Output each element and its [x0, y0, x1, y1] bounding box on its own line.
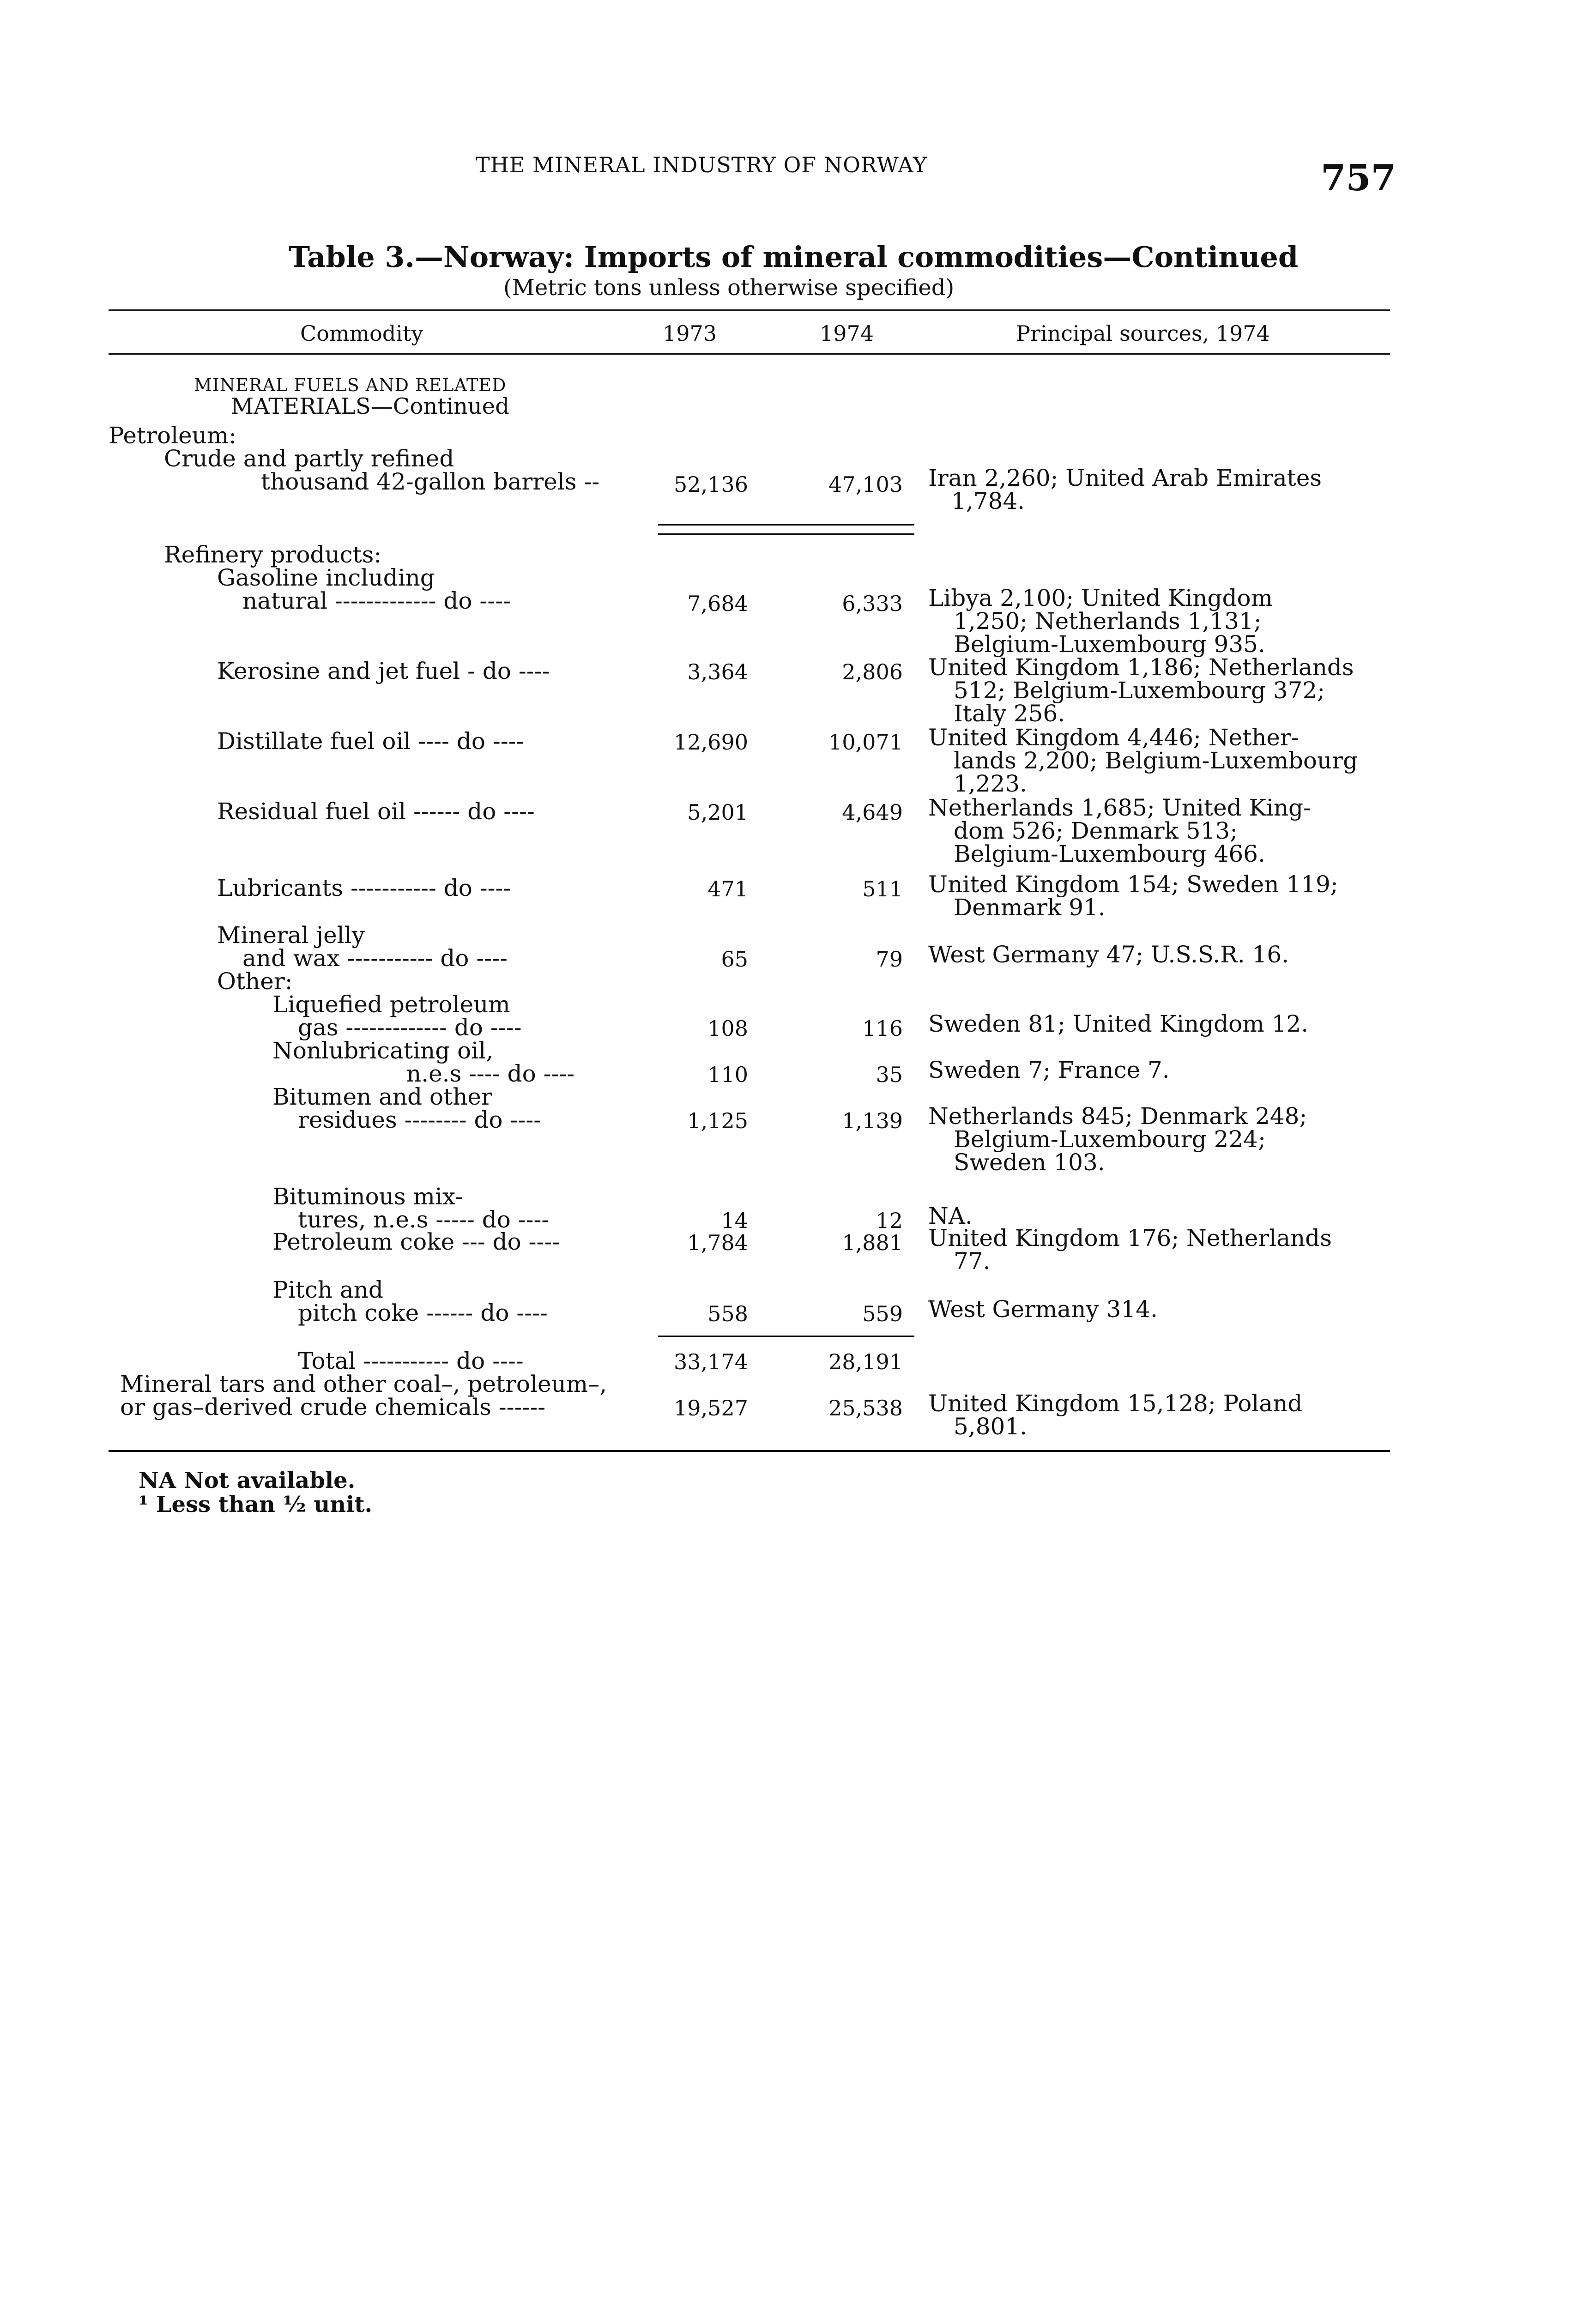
row-kerosine-1973: 3,364 — [687, 659, 748, 684]
row-pitch-1974: 559 — [862, 1301, 903, 1326]
row-mineral-jelly-label-2: and wax ----------- do ---- — [242, 945, 508, 972]
header-1973: 1973 — [663, 321, 717, 346]
row-distillate-source-2: lands 2,200; Belgium-Luxembourg — [954, 747, 1358, 774]
row-lpg-label-2: gas ------------- do ---- — [298, 1014, 522, 1041]
table-bottom-rule — [109, 1450, 1390, 1452]
row-bitumen-source-2: Belgium-Luxembourg 224; — [954, 1126, 1266, 1153]
row-bitumen-label-2: residues -------- do ---- — [298, 1106, 542, 1133]
row-nonlub-1974: 35 — [876, 1062, 903, 1087]
row-bitumen-source-3: Sweden 103. — [954, 1149, 1105, 1176]
row-residual-1973: 5,201 — [687, 800, 748, 825]
row-coke-source: United Kingdom 176; Netherlands — [928, 1225, 1332, 1251]
header-1974: 1974 — [820, 321, 874, 346]
row-coke-1973: 1,784 — [687, 1230, 748, 1255]
row-bituminous-label: Bituminous mix- — [272, 1183, 463, 1210]
row-mineral-jelly-label: Mineral jelly — [217, 922, 365, 949]
row-tars-label: Mineral tars and other coal–, petroleum–, — [120, 1371, 607, 1397]
row-lubricants-1973: 471 — [707, 876, 748, 901]
row-crude-label-2: thousand 42-gallon barrels -- — [261, 468, 600, 495]
table-title: Table 3.—Norway: Imports of mineral commodities—Continued — [289, 240, 1299, 274]
row-residual-source-3: Belgium-Luxembourg 466. — [954, 840, 1265, 867]
row-gasoline-label-2: natural ------------- do ---- — [242, 587, 511, 614]
refinery-products-label: Refinery products: — [164, 541, 382, 568]
row-gasoline-source-2: 1,250; Netherlands 1,131; — [954, 608, 1262, 635]
row-lubricants-source-2: Denmark 91. — [954, 894, 1106, 921]
row-bituminous-1973: 14 — [721, 1208, 748, 1233]
row-pitch-label-2: pitch coke ------ do ---- — [298, 1300, 548, 1326]
row-coke-source-2: 77. — [954, 1248, 991, 1275]
row-bitumen-1974: 1,139 — [842, 1108, 903, 1133]
row-total-label: Total ----------- do ---- — [298, 1348, 524, 1374]
row-distillate-1973: 12,690 — [674, 730, 748, 755]
row-residual-source: Netherlands 1,685; United King- — [928, 794, 1311, 821]
row-lubricants-label: Lubricants ----------- do ---- — [217, 875, 511, 901]
row-tars-source-2: 5,801. — [954, 1413, 1028, 1440]
double-rule-b — [658, 533, 914, 535]
row-kerosine-source: United Kingdom 1,186; Netherlands — [928, 654, 1354, 681]
row-lubricants-1974: 511 — [862, 876, 903, 901]
row-pitch-source: West Germany 314. — [928, 1296, 1158, 1323]
row-distillate-source: United Kingdom 4,446; Nether- — [928, 724, 1299, 751]
row-distillate-source-3: 1,223. — [954, 770, 1028, 797]
row-crude-1974: 47,103 — [828, 472, 903, 497]
row-lpg-source: Sweden 81; United Kingdom 12. — [928, 1010, 1309, 1037]
row-crude-source: Iran 2,260; United Arab Emirates — [928, 465, 1322, 491]
row-bituminous-source: NA. — [928, 1203, 973, 1229]
total-rule — [658, 1336, 914, 1337]
row-residual-label: Residual fuel oil ------ do ---- — [217, 798, 535, 825]
row-lpg-1973: 108 — [707, 1016, 748, 1041]
row-mineral-jelly-1974: 79 — [876, 947, 903, 972]
header-bottom-rule — [109, 353, 1390, 355]
row-lpg-1974: 116 — [862, 1016, 903, 1041]
row-distillate-1974: 10,071 — [828, 730, 903, 755]
header-commodity: Commodity — [300, 321, 423, 346]
row-tars-label-2: or gas–derived crude chemicals ------ — [120, 1394, 546, 1420]
row-crude-label: Crude and partly refined — [164, 445, 454, 472]
row-bitumen-source: Netherlands 845; Denmark 248; — [928, 1103, 1307, 1130]
row-pitch-label: Pitch and — [272, 1276, 383, 1303]
row-tars-source: United Kingdom 15,128; Poland — [928, 1390, 1303, 1417]
row-lpg-label: Liquefied petroleum — [272, 991, 510, 1018]
row-crude-1973: 52,136 — [674, 472, 748, 497]
row-residual-source-2: dom 526; Denmark 513; — [954, 817, 1238, 844]
row-kerosine-1974: 2,806 — [842, 659, 903, 684]
row-mineral-jelly-source: West Germany 47; U.S.S.R. 16. — [928, 941, 1289, 968]
row-coke-label: Petroleum coke --- do ---- — [272, 1228, 560, 1255]
row-gasoline-source-3: Belgium-Luxembourg 935. — [954, 631, 1265, 658]
row-distillate-label: Distillate fuel oil ---- do ---- — [217, 728, 524, 755]
running-head: THE MINERAL INDUSTRY OF NORWAY — [476, 152, 928, 177]
row-kerosine-label: Kerosine and jet fuel - do ---- — [217, 658, 550, 684]
petroleum-label: Petroleum: — [109, 422, 237, 449]
row-nonlub-label-2: n.e.s ---- do ---- — [406, 1060, 575, 1087]
row-residual-1974: 4,649 — [842, 800, 903, 825]
row-bituminous-label-2: tures, n.e.s ----- do ---- — [298, 1206, 550, 1233]
row-nonlub-label: Nonlubricating oil, — [272, 1037, 494, 1064]
row-tars-1974: 25,538 — [828, 1396, 903, 1420]
row-crude-source-2: 1,784. — [951, 488, 1025, 514]
row-gasoline-label: Gasoline including — [217, 564, 435, 591]
section-heading-continued: MATERIALS—Continued — [231, 393, 509, 419]
row-total-1974: 28,191 — [828, 1349, 903, 1374]
row-lubricants-source: United Kingdom 154; Sweden 119; — [928, 871, 1338, 898]
row-nonlub-1973: 110 — [707, 1062, 748, 1087]
section-heading: MINERAL FUELS AND RELATED — [194, 375, 507, 395]
table-subtitle: (Metric tons unless otherwise specified) — [503, 275, 955, 301]
row-gasoline-1974: 6,333 — [842, 591, 903, 616]
row-bitumen-1973: 1,125 — [687, 1108, 748, 1133]
row-kerosine-source-3: Italy 256. — [954, 700, 1065, 727]
row-pitch-1973: 558 — [707, 1301, 748, 1326]
double-rule-a — [658, 524, 914, 526]
table-top-rule — [109, 309, 1390, 311]
page-number: 757 — [1321, 157, 1396, 199]
row-gasoline-1973: 7,684 — [687, 591, 748, 616]
other-label: Other: — [217, 968, 293, 995]
row-kerosine-source-2: 512; Belgium-Luxembourg 372; — [954, 677, 1325, 704]
row-nonlub-source: Sweden 7; France 7. — [928, 1057, 1170, 1083]
row-gasoline-source: Libya 2,100; United Kingdom — [928, 585, 1273, 611]
row-mineral-jelly-1973: 65 — [721, 947, 748, 972]
row-bituminous-1974: 12 — [876, 1208, 903, 1233]
footnote-1: ¹ Less than ½ unit. — [139, 1492, 373, 1517]
header-sources: Principal sources, 1974 — [1016, 321, 1270, 346]
row-tars-1973: 19,527 — [674, 1396, 748, 1420]
row-bitumen-label: Bitumen and other — [272, 1083, 492, 1110]
row-total-1973: 33,174 — [674, 1349, 748, 1374]
footnote-na: NA Not available. — [139, 1468, 356, 1493]
row-coke-1974: 1,881 — [842, 1230, 903, 1255]
